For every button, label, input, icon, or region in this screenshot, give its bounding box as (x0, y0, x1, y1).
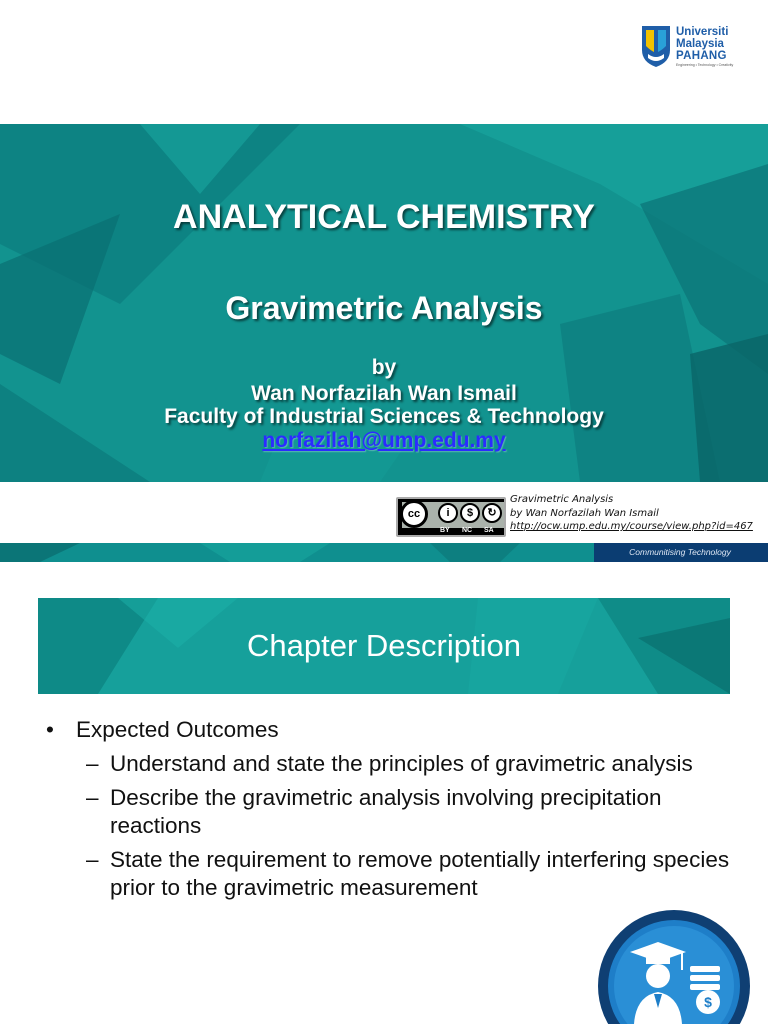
license-url-link[interactable]: http://ocw.ump.edu.my/course/view.php?id=467 (510, 521, 753, 532)
dash-marker: – (86, 751, 99, 776)
sub-item-text: Describe the gravimetric analysis involving precipitation reactions (110, 785, 662, 838)
footer-tagline: Communitising Technology (629, 547, 731, 557)
logo-line-2: Malaysia (676, 38, 724, 50)
dash-marker: – (86, 847, 99, 872)
dash-marker: – (86, 785, 99, 810)
logo-tagline: Engineering • Technology • Creativity (676, 63, 734, 67)
faculty-name: Faculty of Industrial Sciences & Technology (164, 405, 604, 428)
course-title: ANALYTICAL CHEMISTRY (173, 198, 595, 236)
bullet-marker: • (46, 717, 54, 742)
sub-item-text: Understand and state the principles of gravimetric analysis (110, 751, 693, 776)
ump-shield-icon (640, 24, 672, 68)
sharealike-icon: ↻ (482, 503, 502, 523)
outcomes-list (40, 716, 740, 902)
list-item (40, 846, 740, 902)
graduate-mascot-icon (596, 908, 752, 1024)
by-label: by (371, 356, 397, 379)
noncommercial-icon: $ (460, 503, 480, 523)
cc-label-nc: NC (462, 527, 473, 534)
list-item (40, 784, 740, 840)
license-attribution (510, 493, 753, 534)
license-author: by Wan Norfazilah Wan Ismail (510, 507, 659, 519)
svg-text:$: $ (704, 994, 712, 1010)
cc-license-icon[interactable] (396, 497, 506, 537)
logo-line-1: Universiti (676, 26, 729, 38)
logo-line-3: PAHANG (676, 50, 727, 62)
cc-label-by: BY (440, 527, 450, 534)
list-item (40, 716, 740, 744)
chapter-heading: Chapter Description (247, 628, 521, 663)
author-email-link[interactable]: norfazilah@ump.edu.my (262, 429, 506, 452)
cc-label-sa: SA (484, 527, 494, 534)
cc-logo-icon: cc (400, 500, 428, 528)
author-name: Wan Norfazilah Wan Ismail (251, 382, 517, 405)
university-logo (640, 24, 740, 70)
bullet-text: Expected Outcomes (76, 717, 279, 742)
attribution-icon: i (438, 503, 458, 523)
logo-wordmark (676, 26, 728, 62)
list-item (40, 750, 740, 778)
topic-title: Gravimetric Analysis (225, 290, 543, 326)
sub-item-text: State the requirement to remove potentially interfering species prior to the gravimetric measurement (110, 847, 730, 900)
license-work-title: Gravimetric Analysis (510, 494, 614, 505)
